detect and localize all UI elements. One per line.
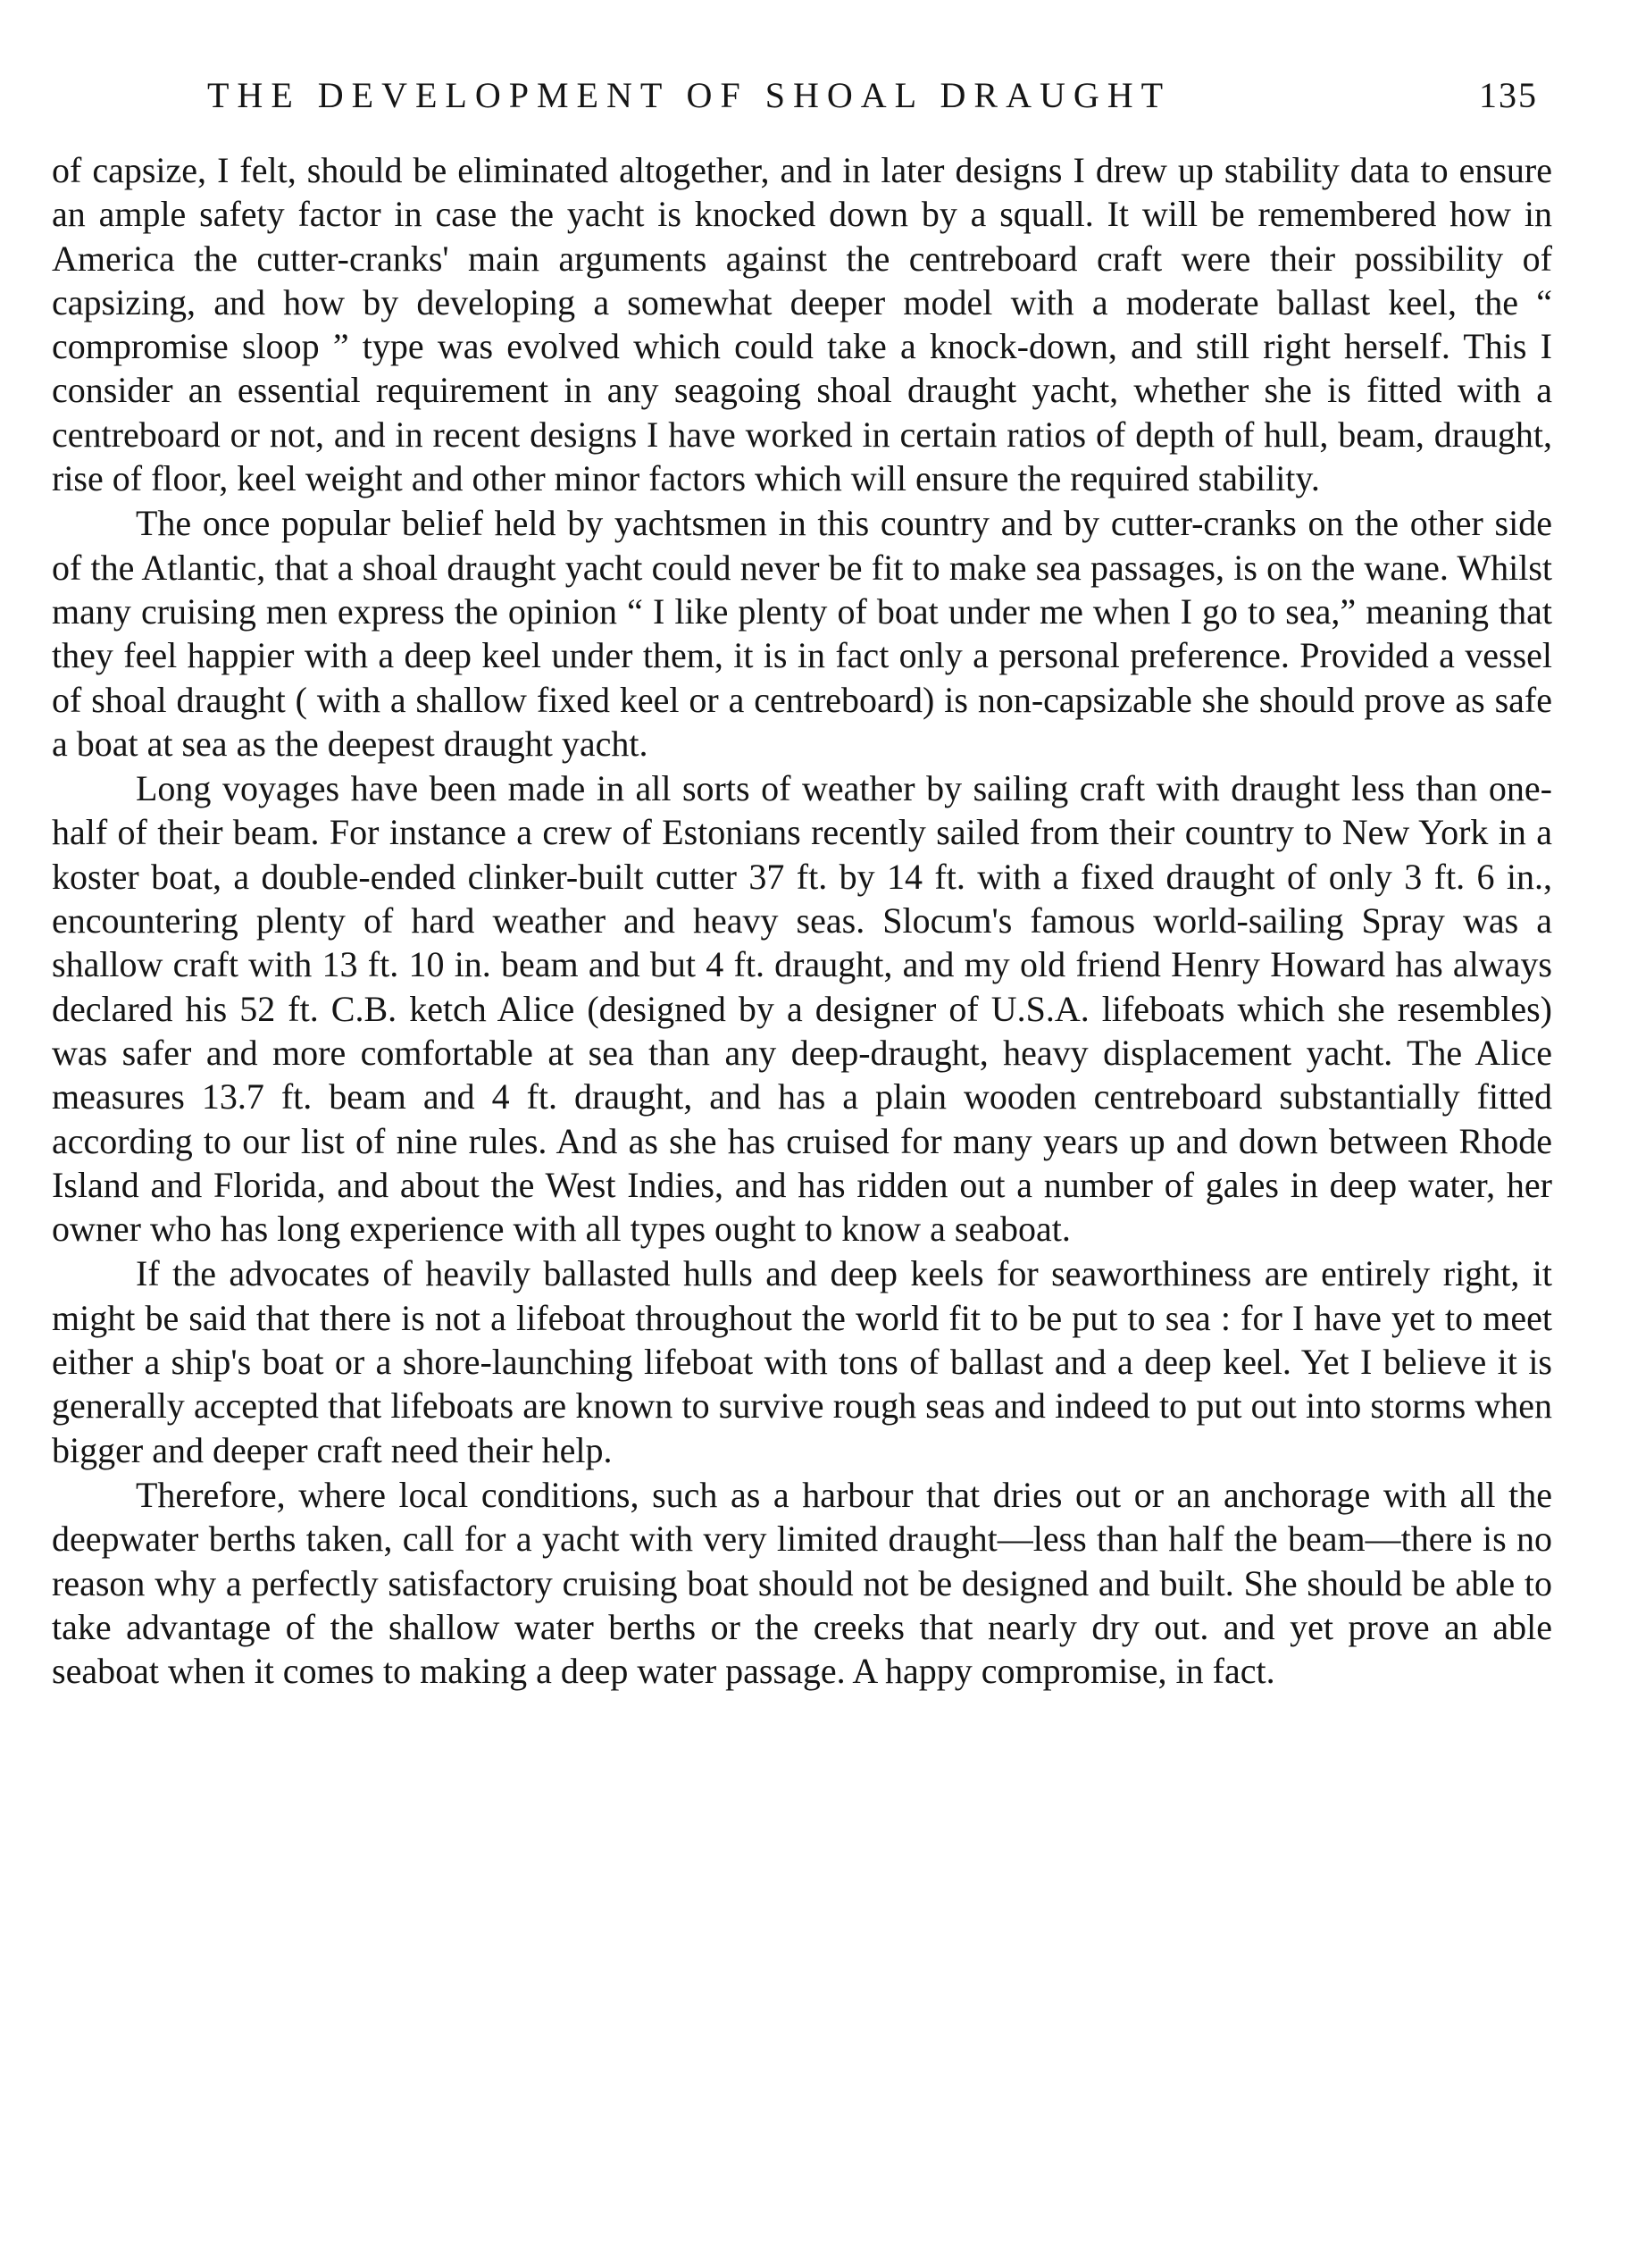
paragraph-2: The once popular belief held by yachtsmen in this country and by cutter-cranks on the other side of the Atlantic, that a shoal draught yacht could never be fit to make sea passages, is on the wane. Whilst many cruising men express the opinion “ I like plenty of boat under me when I go to sea,” meaning that they feel happier with a deep keel under them, it is in fact only a personal preference. Provided a vessel of shoal draught ( with a shallow fixed keel or a centreboard) is non-capsizable she should prove as safe a boat at sea as the deepest draught yacht.: [52, 503, 1552, 764]
paragraph-4: If the advocates of heavily ballasted hulls and deep keels for seaworthiness are entirely right, it might be said that there is not a lifeboat throughout the world fit to be put to sea : for I have yet to meet either a ship's boat or a shore-launching lifeboat with tons of ballast and a deep keel. Yet I believe it is generally accepted that lifeboats are known to survive rough seas and indeed to put out into storms when bigger and deeper craft need their help.: [52, 1253, 1552, 1470]
page-number: 135: [1479, 75, 1538, 115]
paragraph-3: Long voyages have been made in all sorts of weather by sailing craft with draught less than one-half of their beam. For instance a crew of Estonians recently sailed from their country to New York in a koster boat, a double-ended clinker-built cutter 37 ft. by 14 ft. with a fixed draught of only 3 ft. 6 in., encountering plenty of hard weather and heavy seas. Slocum's famous world-sailing Spray was a shallow craft with 13 ft. 10 in. beam and but 4 ft. draught, and my old friend Henry Howard has always declared his 52 ft. C.B. ketch Alice (designed by a designer of U.S.A. lifeboats which she resembles) was safer and more comfortable at sea than any deep-draught, heavy displacement yacht. The Alice measures 13.7 ft. beam and 4 ft. draught, and has a plain wooden centreboard substantially fitted according to our list of nine rules. And as she has cruised for many years up and down between Rhode Island and Florida, and about the West Indies, and has ridden out a number of gales in deep water, her owner who has long experience with all types ought to know a seaboat.: [52, 768, 1552, 1250]
paragraph-1: of capsize, I felt, should be eliminated altogether, and in later designs I drew up stability data to ensure an ample safety factor in case the yacht is knocked down by a squall. It will be remembered how in America the cutter-cranks' main arguments against the centreboard craft were their possibility of capsizing, and how by developing a somewhat deeper model with a moderate ballast keel, the “ compromise sloop ” type was evolved which could take a knock-down, and still right herself. This I consider an essential requirement in any seagoing shoal draught yacht, whether she is fitted with a centreboard or not, and in recent designs I have worked in certain ratios of depth of hull, beam, draught, rise of floor, keel weight and other minor factors which will ensure the required stability.: [52, 150, 1552, 499]
paragraph-5: Therefore, where local conditions, such as a harbour that dries out or an anchorage with all the deepwater berths taken, call for a yacht with very limited draught—less than half the beam—there is no reason why a perfectly satisfactory cruising boat should not be designed and built. She should be able to take advantage of the shallow water berths or the creeks that nearly dry out. and yet prove an able seaboat when it comes to making a deep water passage. A happy compromise, in fact.: [52, 1474, 1552, 1692]
running-head: [207, 64, 1538, 127]
running-title: THE DEVELOPMENT OF SHOAL DRAUGHT: [207, 75, 1172, 115]
main-text: [52, 148, 1552, 1693]
